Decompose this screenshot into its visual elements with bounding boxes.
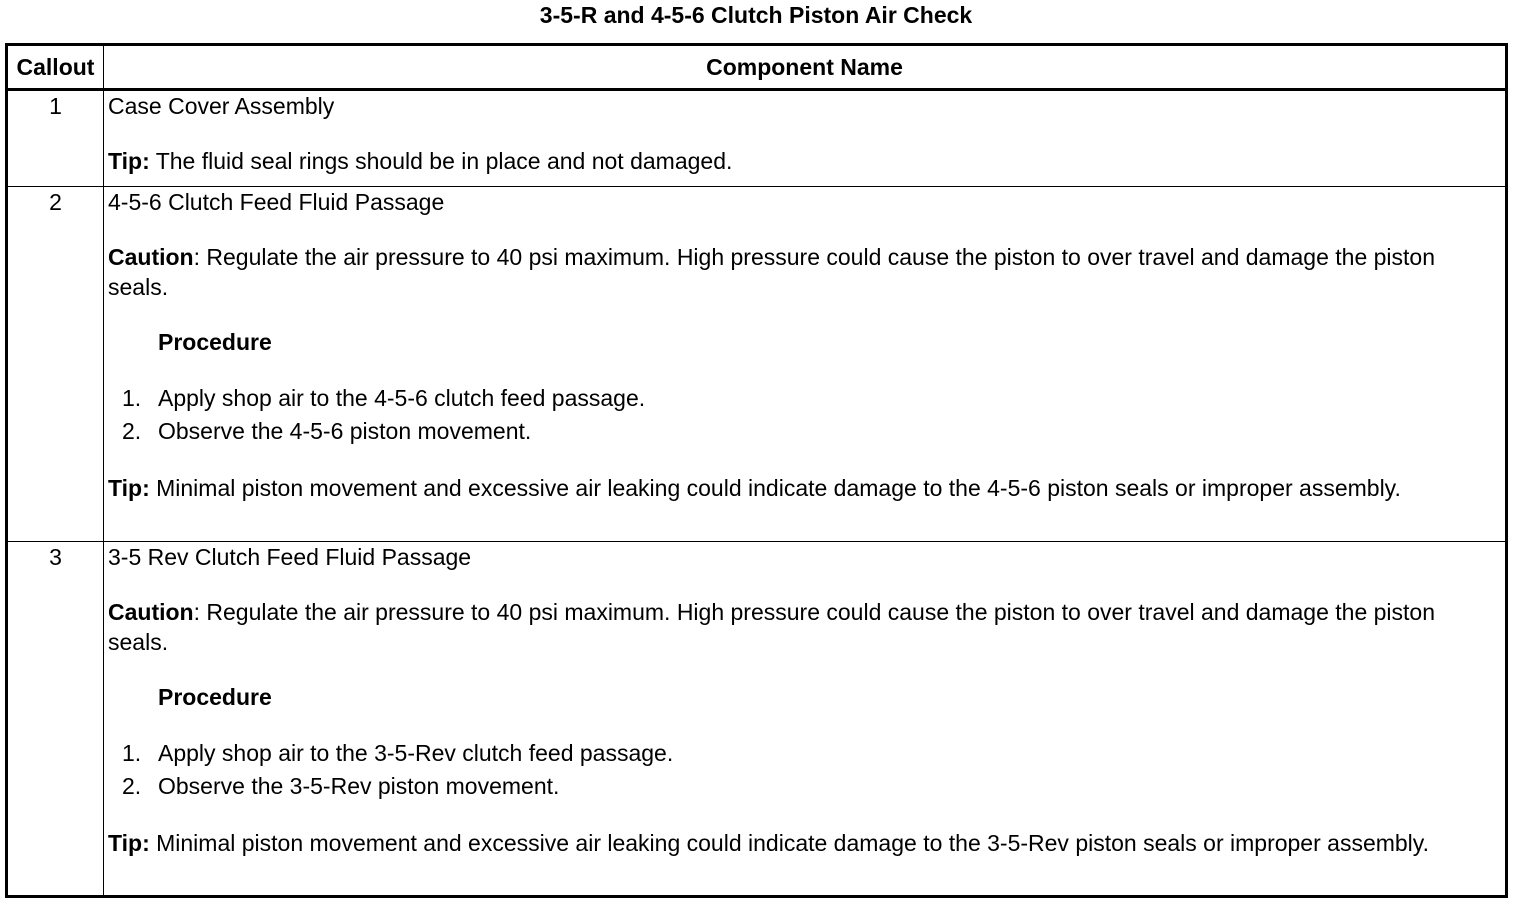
caution-note	[108, 242, 1501, 302]
procedure-heading: Procedure	[158, 684, 272, 710]
caution-label: Caution	[108, 244, 194, 270]
table-row	[7, 90, 1507, 187]
table-header-row	[7, 45, 1507, 90]
component-cell	[104, 542, 1507, 897]
procedure-steps	[108, 382, 1501, 448]
component-cell	[104, 90, 1507, 187]
list-item	[108, 737, 1501, 770]
procedure-heading: Procedure	[158, 329, 272, 355]
list-item	[108, 382, 1501, 415]
tip-note	[108, 828, 1501, 858]
table-row	[7, 542, 1507, 897]
tip-label: Tip:	[108, 475, 150, 501]
step-text: Apply shop air to the 3-5-Rev clutch feed passage.	[158, 740, 674, 766]
tip-text: Minimal piston movement and excessive air leaking could indicate damage to the 3-5-Rev piston seals or improper assembly.	[149, 830, 1429, 856]
step-text: Observe the 3-5-Rev piston movement.	[158, 773, 560, 799]
caution-text: : Regulate the air pressure to 40 psi maximum. High pressure could cause the piston to over travel and damage the piston seals.	[108, 244, 1436, 300]
page-title: 3-5-R and 4-5-6 Clutch Piston Air Check	[539, 2, 973, 28]
component-name: Case Cover Assembly	[108, 93, 335, 119]
column-header-callout: Callout	[7, 45, 104, 90]
caution-label: Caution	[108, 599, 194, 625]
step-text: Observe the 4-5-6 piston movement.	[158, 418, 532, 444]
step-number: 1.	[122, 385, 142, 411]
step-text: Apply shop air to the 4-5-6 clutch feed passage.	[158, 385, 646, 411]
tip-text: Minimal piston movement and excessive air leaking could indicate damage to the 4-5-6 piston seals or improper assembly.	[149, 475, 1401, 501]
tip-label: Tip:	[108, 830, 150, 856]
tip-label: Tip:	[108, 148, 150, 174]
caution-note	[108, 597, 1501, 657]
caution-text: : Regulate the air pressure to 40 psi maximum. High pressure could cause the piston to over travel and damage the piston seals.	[108, 599, 1436, 655]
column-header-component-name: Component Name	[104, 45, 1507, 90]
step-number: 1.	[122, 740, 142, 766]
procedure-steps	[108, 737, 1501, 803]
callout-table	[5, 43, 1508, 898]
step-number: 2.	[122, 773, 142, 799]
callout-number: 3	[7, 542, 104, 897]
list-item	[108, 415, 1501, 448]
tip-note	[108, 473, 1501, 503]
step-number: 2.	[122, 418, 142, 444]
component-name: 3-5 Rev Clutch Feed Fluid Passage	[108, 544, 472, 570]
component-name: 4-5-6 Clutch Feed Fluid Passage	[108, 189, 445, 215]
callout-number: 2	[7, 187, 104, 542]
component-cell	[104, 187, 1507, 542]
table-row	[7, 187, 1507, 542]
callout-number: 1	[7, 90, 104, 187]
tip-text: The fluid seal rings should be in place and not damaged.	[149, 148, 733, 174]
tip-note	[108, 146, 1501, 176]
list-item	[108, 770, 1501, 803]
